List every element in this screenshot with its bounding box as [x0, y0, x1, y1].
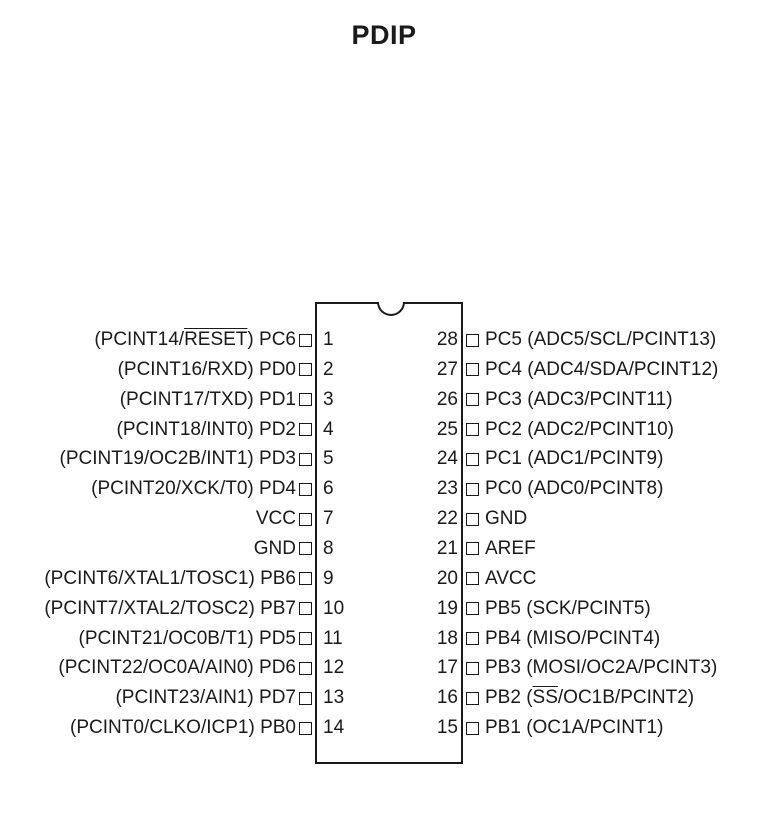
pin-pad-left: [299, 453, 312, 466]
pin-number-right: 26: [436, 388, 458, 410]
pin-pad-right: [466, 542, 479, 555]
pin-number-right: 21: [436, 537, 458, 559]
pin-label-left-5: [60, 447, 297, 471]
pin-label-text: PB3 (MOSI/OC2A/PCINT3): [485, 657, 718, 679]
pin-label-right-4: [485, 418, 674, 442]
pin-label-right-7: [485, 507, 527, 531]
pin-number-right: 27: [436, 358, 458, 380]
pin-label-text: PB4 (MISO/PCINT4): [485, 627, 661, 649]
pin-number-left: 8: [323, 537, 334, 559]
pin-label-left-8: [254, 537, 296, 561]
pin-label-left-9: [44, 567, 296, 591]
pin-pad-right: [466, 483, 479, 496]
pin-label-text: (PCINT0/CLKO/ICP1) PB0: [70, 717, 296, 739]
pin-pad-right: [466, 513, 479, 526]
pin-number-right: 24: [436, 448, 458, 470]
pin-label-left-12: [58, 656, 296, 680]
pin-label-text: (PCINT6/XTAL1/TOSC1) PB6: [44, 567, 296, 589]
pin-pad-left: [299, 363, 312, 376]
pin-label-left-10: [44, 597, 296, 621]
pin-label-text-suffix: ) PC6: [247, 329, 296, 350]
pin-label-text: (PCINT19/OC2B/INT1) PD3: [59, 448, 296, 470]
pin-number-right: 25: [436, 418, 458, 440]
pin-pad-left: [299, 572, 312, 585]
pin-label-text: PC4 (ADC4/SDA/PCINT12): [485, 358, 719, 380]
pin-pad-left: [299, 632, 312, 645]
pin-label-right-13: [485, 686, 694, 710]
pin-label-text: VCC: [255, 508, 296, 530]
pin-label-left-2: [118, 358, 296, 382]
pin1-notch: [377, 302, 405, 316]
pin-label-right-5: [485, 447, 663, 471]
pin-pad-right: [466, 722, 479, 735]
pin-label-left-14: [70, 716, 296, 740]
pin-label-text: PC0 (ADC0/PCINT8): [485, 478, 664, 500]
pin-pad-right: [466, 632, 479, 645]
pin-label-text: (PCINT14/: [94, 329, 185, 350]
pin-label-text: AREF: [485, 537, 536, 559]
pin-pad-left: [299, 483, 312, 496]
pin-label-text: PB1 (OC1A/PCINT1): [485, 717, 664, 739]
pin-pad-left: [299, 393, 312, 406]
pin-label-text-suffix: /OC1B/PCINT2): [557, 687, 695, 709]
pin-label-text: GND: [253, 537, 296, 559]
pin-label-left-11: [79, 627, 297, 651]
pin-pad-right: [466, 334, 479, 347]
pin-label-right-2: [485, 358, 718, 382]
pin-label-left-6: [91, 477, 296, 501]
pin-number-left: 9: [323, 567, 334, 589]
pin-label-left-3: [120, 388, 296, 412]
pin-label-overline-text: RESET: [184, 329, 248, 350]
pin-pad-right: [466, 662, 479, 675]
pin-number-right: 20: [436, 567, 458, 589]
pin-number-right: 18: [436, 627, 458, 649]
pin-number-left: 7: [323, 508, 334, 530]
pin-pad-right: [466, 572, 479, 585]
pin-label-left-4: [117, 418, 296, 442]
pin-label-text: GND: [485, 508, 528, 530]
pin-label-text: PB2 (: [485, 687, 533, 709]
pin-pad-left: [299, 513, 312, 526]
pin-label-text: (PCINT21/OC0B/T1) PD5: [78, 627, 296, 649]
pin-label-right-9: [485, 567, 536, 591]
pin-pad-left: [299, 423, 312, 436]
pin-label-text: (PCINT20/XCK/T0) PD4: [91, 478, 296, 500]
pin-label-right-1: [485, 328, 716, 352]
pin-label-right-10: [485, 597, 651, 621]
pin-label-left-1: [94, 328, 296, 352]
pin-label-right-3: [485, 388, 673, 412]
pin-pad-right: [466, 393, 479, 406]
pin-label-right-8: [485, 537, 536, 561]
pin-label-text: (PCINT23/AIN1) PD7: [115, 687, 296, 709]
pin-label-text: (PCINT18/INT0) PD2: [116, 418, 296, 440]
pin-number-left: 12: [323, 657, 345, 679]
pin-number-right: 19: [436, 597, 458, 619]
pin-number-left: 14: [323, 717, 345, 739]
pin-label-text: AVCC: [485, 567, 537, 589]
pin-label-right-14: [485, 716, 663, 740]
pin-label-right-12: [485, 656, 717, 680]
pin-number-right: 17: [436, 657, 458, 679]
pin-label-text: PB5 (SCK/PCINT5): [485, 597, 651, 619]
pin-pad-left: [299, 602, 312, 615]
pin-label-text: PC3 (ADC3/PCINT11): [485, 388, 673, 410]
pin-pad-right: [466, 423, 479, 436]
pin-number-left: 1: [323, 329, 334, 350]
pin-number-left: 10: [323, 597, 345, 619]
pin-label-text: (PCINT17/TXD) PD1: [119, 388, 296, 410]
pin-pad-right: [466, 363, 479, 376]
pin-number-left: 4: [323, 418, 334, 440]
pin-number-right: 22: [436, 508, 458, 530]
pin-pad-left: [299, 722, 312, 735]
pin-pad-left: [299, 542, 312, 555]
pin-number-right: 23: [436, 478, 458, 500]
pin-number-right: 28: [436, 329, 458, 350]
pin-label-right-11: [485, 627, 660, 651]
pin-number-right: 16: [436, 687, 458, 709]
pin-number-left: 6: [323, 478, 334, 500]
package-title: PDIP: [351, 20, 417, 50]
pin-label-text: (PCINT7/XTAL2/TOSC2) PB7: [44, 597, 296, 619]
pin-label-text: PC1 (ADC1/PCINT9): [485, 448, 664, 470]
pin-pad-right: [466, 692, 479, 705]
pin-label-left-7: [256, 507, 296, 531]
pin-pad-left: [299, 662, 312, 675]
pin-label-right-6: [485, 477, 663, 501]
pin-label-text: PC2 (ADC2/PCINT10): [485, 418, 674, 440]
pin-label-left-13: [115, 686, 296, 710]
pin-number-left: 11: [323, 627, 343, 649]
pin-number-left: 5: [323, 448, 334, 470]
pin-number-left: 13: [323, 687, 345, 709]
pin-label-overline-text: $\overline{SS}$: [532, 687, 558, 709]
pin-pad-left: [299, 692, 312, 705]
pin-number-left: 3: [323, 388, 334, 410]
pin-number-left: 2: [323, 358, 334, 380]
pin-label-text: PC5 (ADC5/SCL/PCINT13): [485, 329, 717, 350]
pin-number-right: 15: [436, 717, 458, 739]
pin-pad-right: [466, 602, 479, 615]
pin-label-text: (PCINT22/OC0A/AIN0) PD6: [58, 657, 296, 679]
pin-pad-right: [466, 453, 479, 466]
pin-pad-left: [299, 334, 312, 347]
pin-label-text: (PCINT16/RXD) PD0: [117, 358, 296, 380]
